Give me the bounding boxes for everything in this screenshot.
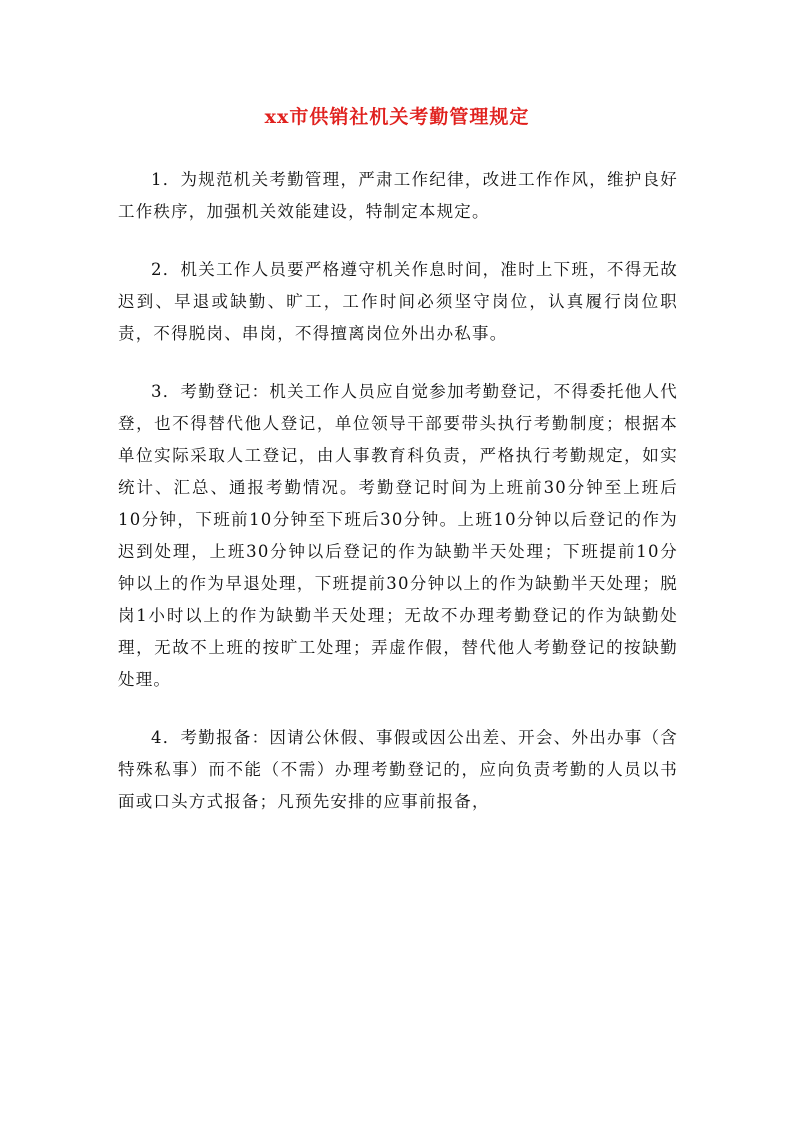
document-body <box>118 164 678 844</box>
paragraph-1: 1．为规范机关考勤管理，严肃工作纪律，改进工作作风，维护良好工作秩序，加强机关效能建设，特制定本规定。 <box>118 170 678 221</box>
paragraph-4: 4．考勤报备：因请公休假、事假或因公出差、开会、外出办事（含特殊私事）而不能（不需）办理考勤登记的，应向负责考勤的人员以书面或口头方式报备；凡预先安排的应事前报备， <box>118 728 678 811</box>
paragraph-3: 3．考勤登记：机关工作人员应自觉参加考勤登记，不得委托他人代登，也不得替代他人登记，单位领导干部要带头执行考勤制度；根据本单位实际采取人工登记，由人事教育科负责，严格执行考勤规定，如实统计、汇总、通报考勤情况。考勤登记时间为上班前30分钟至上班后10分钟，下班前10分钟至下班后30分钟。上班10分钟以后登记的作为迟到处理，上班30分钟以后登记的作为缺勤半天处理；下班提前10分钟以上的作为早退处理，下班提前30分钟以上的作为缺勤半天处理；脱岗1小时以上的作为缺勤半天处理；无故不办理考勤登记的作为缺勤处理，无故不上班的按旷工处理；弄虚作假，替代他人考勤登记的按缺勤处理。 <box>118 382 678 689</box>
document-title: xx市供销社机关考勤管理规定 <box>264 106 530 128</box>
paragraph-2: 2．机关工作人员要严格遵守机关作息时间，准时上下班，不得无故迟到、早退或缺勤、旷工，工作时间必须坚守岗位，认真履行岗位职责，不得脱岗、串岗，不得擅离岗位外出办私事。 <box>118 260 678 343</box>
